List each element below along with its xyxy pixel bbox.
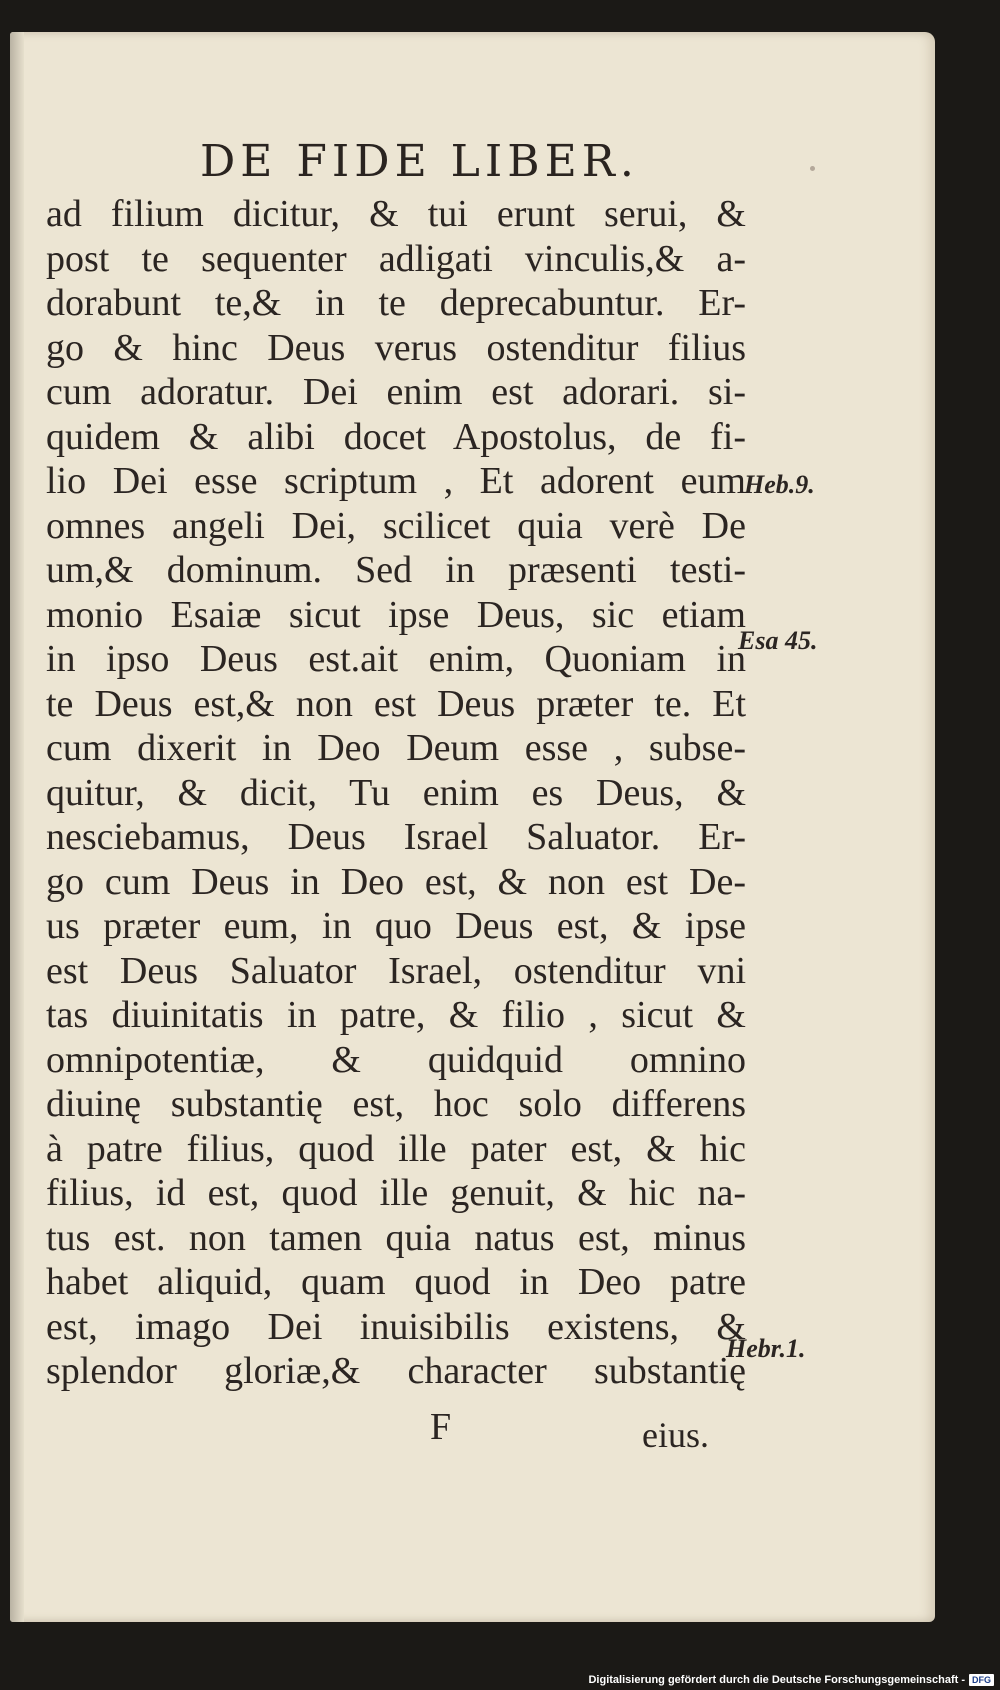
text-line: cum adoratur. Dei enim est adorari. si- bbox=[46, 371, 746, 413]
text-line: est, imago Dei inuisibilis existens, & bbox=[46, 1305, 746, 1348]
text-line: ad filium dicitur, & tui erunt serui, & bbox=[46, 193, 746, 235]
text-line: à patre filius, quod ille pater est, & hic bbox=[46, 1127, 746, 1170]
text-line: quidem & alibi docet Apostolus, de fi- bbox=[46, 415, 746, 458]
text-line: est Deus Saluator Israel, ostenditur vni bbox=[46, 949, 746, 992]
page-gutter bbox=[10, 32, 24, 1622]
text-line: splendor gloriæ,& character substantię bbox=[46, 1350, 746, 1392]
credit-text: Digitalisierung gefördert durch die Deutsche Forschungsgemeinschaft - bbox=[588, 1674, 965, 1686]
text-line: us præter eum, in quo Deus est, & ipse bbox=[46, 905, 746, 947]
text-line: um,& dominum. Sed in præsenti testi- bbox=[46, 549, 746, 591]
text-line: go cum Deus in Deo est, & non est De- bbox=[46, 860, 746, 903]
margin-note-esa45: Esa 45. bbox=[738, 626, 818, 655]
margin-note-heb9: Heb.9. bbox=[744, 470, 815, 499]
margin-note-hebr1: Hebr.1. bbox=[726, 1334, 806, 1363]
text-line: quitur, & dicit, Tu enim es Deus, & bbox=[46, 771, 746, 814]
text-line: go & hinc Deus verus ostenditur filius bbox=[46, 326, 746, 369]
body-text bbox=[46, 192, 746, 1394]
paper-speck bbox=[810, 166, 815, 171]
text-line: dorabunt te,& in te deprecabuntur. Er- bbox=[46, 282, 746, 324]
dfg-logo: DFG bbox=[969, 1674, 994, 1686]
text-line: post te sequenter adligati vinculis,& a- bbox=[46, 237, 746, 280]
text-line: omnipotentiæ, & quidquid omnino bbox=[46, 1038, 746, 1081]
signature-mark: F bbox=[430, 1406, 452, 1448]
text-line: monio Esaiæ sicut ipse Deus, sic etiam bbox=[46, 593, 746, 636]
text-line: tus est. non tamen quia natus est, minus bbox=[46, 1216, 746, 1259]
text-line: habet aliquid, quam quod in Deo patre bbox=[46, 1261, 746, 1303]
digitization-credit bbox=[588, 1674, 994, 1686]
text-line: diuinę substantię est, hoc solo differens bbox=[46, 1083, 746, 1125]
text-line: te Deus est,& non est Deus præter te. Et bbox=[46, 682, 746, 725]
text-line: tas diuinitatis in patre, & filio , sicut & bbox=[46, 994, 746, 1036]
text-line: omnes angeli Dei, scilicet quia verè De bbox=[46, 504, 746, 547]
text-line: cum dixerit in Deo Deum esse , subse- bbox=[46, 727, 746, 769]
text-line: nesciebamus, Deus Israel Saluator. Er- bbox=[46, 816, 746, 858]
running-head: DE FIDE LIBER. bbox=[200, 136, 639, 187]
text-line: in ipso Deus est.ait enim, Quoniam in bbox=[46, 638, 746, 680]
book-page bbox=[10, 32, 935, 1622]
text-line: filius, id est, quod ille genuit, & hic na- bbox=[46, 1172, 746, 1214]
text-line: lio Dei esse scriptum , Et adorent eum bbox=[46, 460, 746, 502]
catchword: eius. bbox=[642, 1415, 709, 1455]
